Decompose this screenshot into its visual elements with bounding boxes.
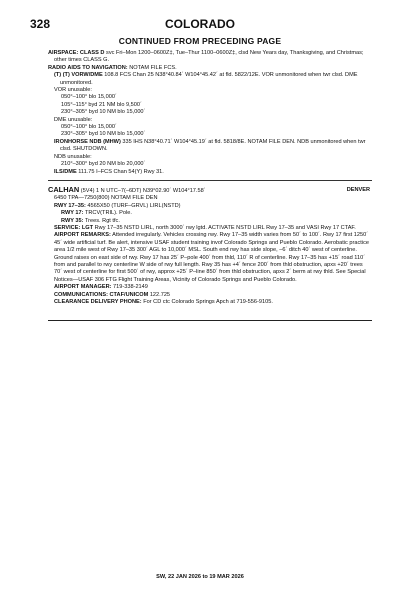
ndb-entry: IRONHORSE NDB (MHW) 335 IHS N38°40.71´ W104°45.19´ at fld. 5818/8E. NOTAM FILE DEN. NDB unmonitored when twr clsd. SHUTDOWN. (54, 138, 366, 153)
airport-manager: AIRPORT MANAGER: 719-338-2149 (54, 284, 148, 291)
ndb-unusable-1: 210°–300° byd 20 NM blo 20,000´ (61, 161, 146, 168)
vortac-entry: (T) (T) VORW/DME 108.8 FCS Chan 25 N38°40.84´ W104°45.42´ at fld. 5822/12E. VOR unmonitored when twr clsd. DME unmonitored. (54, 72, 358, 86)
service-entry: SERVICE: LGT Rwy 17–35 NSTD LIRL, north 3000´ rwy lgtd. ACTIVATE NSTD LIRL Rwy 17–35 and VASI Rwy 17 CTAF. (54, 224, 356, 231)
airport-name: CALHAN (48, 184, 80, 194)
airport-ident: (5V4) 1 N UTC–7(–6DT) N39°02.90´ W104°17.58´ (79, 187, 206, 194)
airport-remarks: AIRPORT REMARKS: Attended irregularly. Vehicles crossing rwy. Rwy 17–35 width varies from 50´ to 100´. Rwy 17 first 1250´ 45´ wide artificial turf. Be alert, intensive USAF student training invof Colorado Springs and Pueblo Colorado. Aerobatic practice area 1/2 mile west of Rwy 17–35 300´ AGL to 10,000´ MSL. South end rwy has side slope, –6´ ditch 40´ west of centerline. Ground raises on east side of rwy. Rwy 17 has 25´ P–pole 400´ from thld, 110´ R of centerline. Rwy 17–35 has +15´ road 110´ from and parallel to rwy centerline W side of rwy full length. Rwy 35 has +4´ fence 200´ from thld obstruction, apxs +20´ trees 70´ west of centerline for first 500´ of rwy, approx +25´ P–line 850´ from thld obstruction, apxs 2´ berm at rwy thld. See Special Notices—USAF 306 FTG Flight Training Areas, Vicinity of Colorado Springs and Pueblo Colorado. (54, 232, 369, 283)
vor-unusable-3: 230°–305° byd 10 NM blo 15,000´ (61, 109, 146, 116)
effective-dates: SW, 22 JAN 2026 to 19 MAR 2026 (156, 574, 244, 580)
airspace-entry: AIRSPACE: CLASS D svc Fri–Mon 1200–0600Z‡, Tue–Thur 1100–0600Z‡, clsd New Years day, Thanksgiving, and Christmas; other times CLASS G. (48, 50, 364, 64)
elevation-line: 6450 TPA—7250(800) NOTAM FILE DEN (54, 195, 158, 202)
directory-body (48, 50, 370, 306)
state-title: COLORADO (165, 17, 235, 31)
vor-unusable-label: VOR unusable: (54, 87, 92, 94)
continued-heading: CONTINUED FROM PRECEDING PAGE (118, 36, 282, 46)
dme-unusable-2: 230°–305° byd 10 NM blo 15,000´ (61, 131, 146, 138)
vor-unusable-1: 050°–100° blo 15,000´ (61, 94, 117, 101)
vor-unusable-2: 105°–115° byd 21 NM blo 9,500´ (61, 101, 142, 108)
ils-entry: ILS/DME 111.75 I–FCS Chan 54(Y) Rwy 31. (54, 168, 164, 175)
dme-unusable-1: 050°–100° blo 15,000´ (61, 124, 117, 131)
communications: COMMUNICATIONS: CTAF/UNICOM 122.725 (54, 291, 171, 298)
calhan-heading (48, 186, 370, 195)
radio-aids-entry: RADIO AIDS TO NAVIGATION: NOTAM FILE FCS. (48, 64, 177, 71)
dme-unusable-label: DME unusable: (54, 116, 93, 123)
region-label: DENVER (346, 186, 370, 193)
runway-entry: RWY 17–35: 4565X50 (TURF–GRVL) LIRL(NSTD) (54, 202, 181, 209)
runway-17-entry: RWY 17: TRCV(TRIL). Pole. (61, 210, 132, 217)
section-end-rule (48, 320, 372, 321)
clearance-delivery: CLEARANCE DELIVERY PHONE: For CD ctc Colorado Springs Apch at 719-556-9105. (54, 299, 273, 305)
page-number: 328 (30, 17, 51, 31)
ndb-unusable-label: NDB unusable: (54, 153, 92, 160)
runway-35-entry: RWY 35: Trees. Rgt tfc. (61, 217, 120, 224)
entry-separator (48, 180, 372, 181)
